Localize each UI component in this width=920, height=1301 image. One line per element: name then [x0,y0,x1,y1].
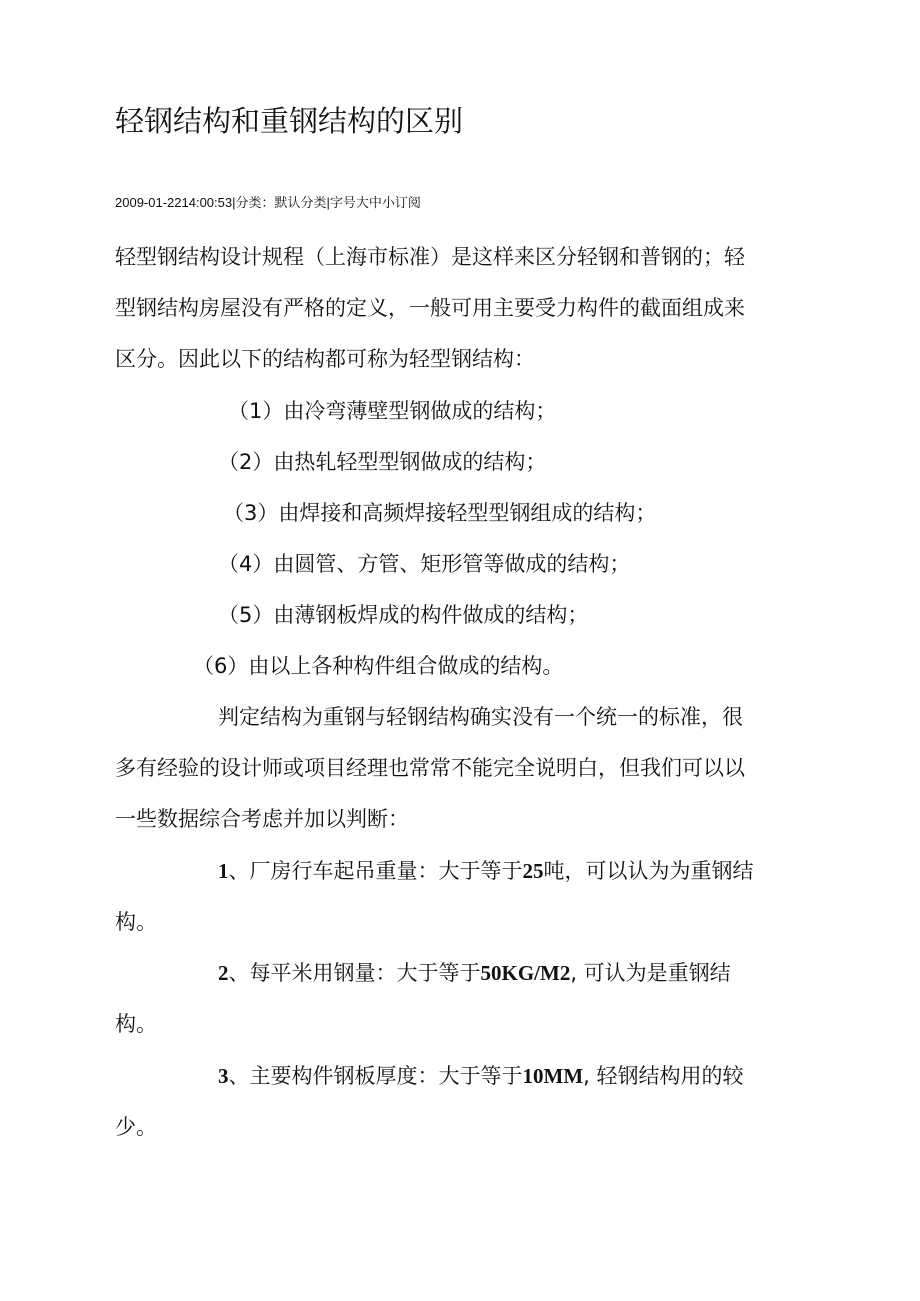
post-meta: 2009-01-2214:00:53|分类：默认分类|字号大中小订阅 [115,195,421,210]
criterion-value: 25 [522,859,544,883]
criterion-line [218,958,731,988]
paragraph-line: 多有经验的设计师或项目经理也常常不能完全说明白，但我们可以以 [115,756,745,780]
criterion-text: 、厂房行车起吊重量：大于等于 [228,859,523,883]
criterion-value: 50KG/M2 [480,961,571,985]
criterion-value: 10MM [522,1064,584,1088]
list-item: （1）由冷弯薄壁型钢做成的结构； [228,399,557,423]
list-item: （4）由圆管、方管、矩形管等做成的结构； [218,552,631,576]
intro-line: 型钢结构房屋没有严格的定义，一般可用主要受力构件的截面组成来 [115,296,745,320]
criterion-number: 2 [218,961,229,985]
criterion-number: 3 [218,1064,229,1088]
criterion-continuation: 构。 [115,910,157,934]
list-item: （2）由热轧轻型型钢做成的结构； [218,450,547,474]
list-item: （3）由焊接和高频焊接轻型型钢组成的结构； [223,501,657,525]
intro-line: 轻型钢结构设计规程（上海市标准）是这样来区分轻钢和普钢的；轻 [115,245,745,269]
criterion-continuation: 构。 [115,1012,157,1036]
criterion-text: 吨，可以认为为重钢结 [543,859,754,883]
paragraph-line: 判定结构为重钢与轻钢结构确实没有一个统一的标准，很 [218,705,743,729]
criterion-number: 1 [218,859,229,883]
criterion-text: , 可认为是重钢结 [570,961,731,985]
list-item: （5）由薄钢板焊成的构件做成的结构； [218,603,589,627]
criterion-text: , 轻钢结构用的较 [583,1064,744,1088]
list-item: （6）由以上各种构件组合做成的结构。 [193,654,564,678]
criterion-continuation: 少。 [115,1115,157,1139]
document-title: 轻钢结构和重钢结构的区别 [115,104,464,138]
criterion-line [218,1061,744,1091]
criterion-line [218,856,754,886]
intro-line: 区分。因此以下的结构都可称为轻型钢结构： [115,347,535,371]
criterion-text: 、主要构件钢板厚度：大于等于 [228,1064,523,1088]
criterion-text: 、每平米用钢量：大于等于 [228,961,481,985]
paragraph-line: 一些数据综合考虑并加以判断： [115,807,409,831]
